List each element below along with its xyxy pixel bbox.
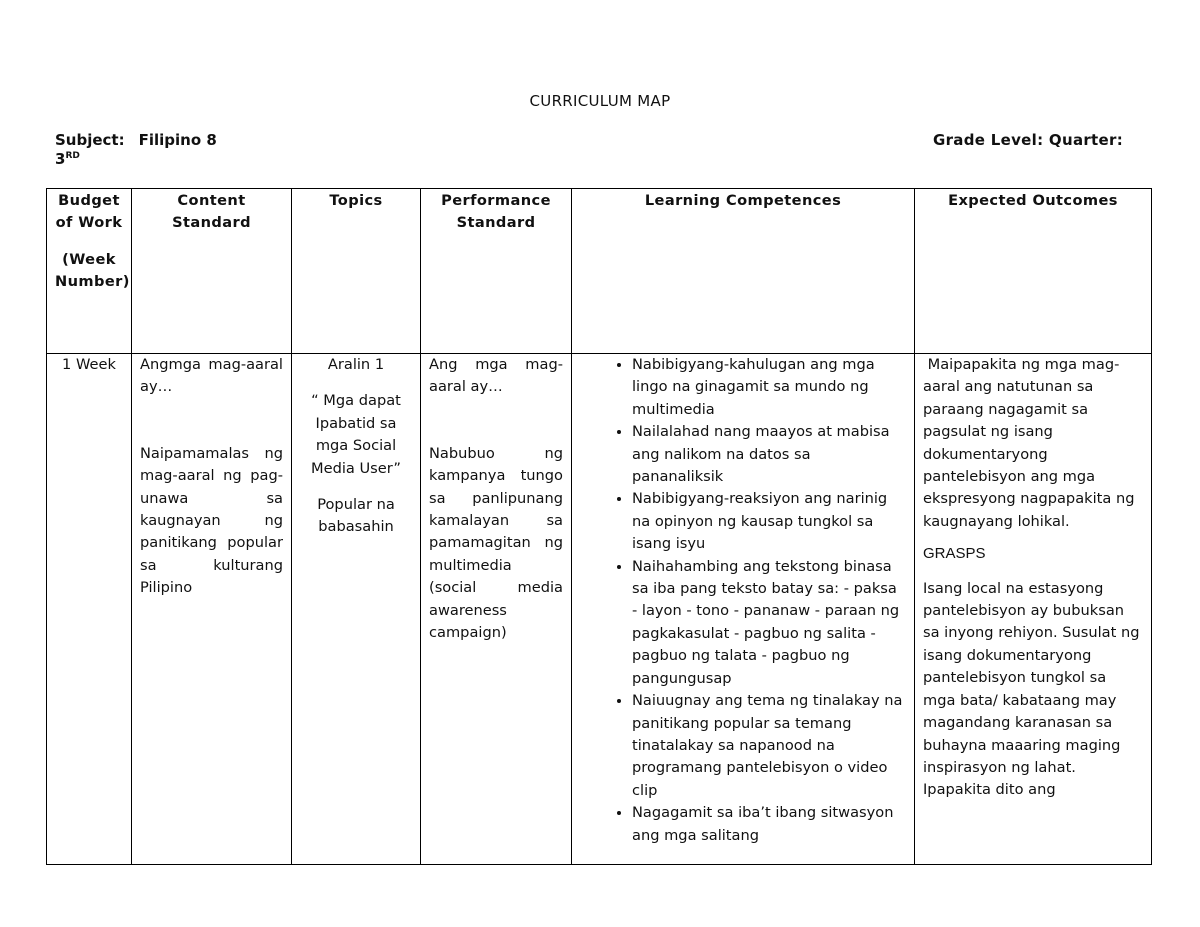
list-item: • Nabibigyang-kahulugan ang mga lingo na ginagamit sa mundo ng multimedia [632, 354, 906, 421]
subject-value: Filipino 8 [138, 131, 217, 149]
list-item: • Nailalahad nang maayos at mabisa ang nalikom na datos sa pananaliksik [632, 421, 906, 488]
week-cell: 1 Week [47, 354, 132, 865]
header-performance-standard: Performance Standard [421, 189, 572, 354]
quarter-value: 3 [55, 150, 66, 168]
topic-quote: “ Mga dapat Ipabatid sa mga Social Media User” [311, 392, 401, 477]
document-title: CURRICULUM MAP [529, 92, 671, 110]
list-item: • Nabibigyang-reaksiyon ang narinig na opinyon ng kausap tungkol sa isang isyu [632, 488, 906, 555]
subject-line [55, 131, 217, 169]
header-expected-outcomes: Expected Outcomes [915, 189, 1152, 354]
list-item: • Nagagamit sa iba’t ibang sitwasyon ang mga salitang [632, 802, 906, 847]
topic-title: Aralin 1 [327, 356, 385, 373]
topics-cell [292, 354, 421, 865]
header-content-standard: Content Standard [132, 189, 292, 354]
header-topics: Topics [292, 189, 421, 354]
table-row [47, 354, 1152, 865]
curriculum-map-table [46, 188, 1152, 865]
performance-intro: Ang mga mag-aaral ay… [429, 356, 563, 396]
header-row [47, 189, 1152, 354]
performance-standard-cell [421, 354, 572, 865]
content-standard-cell [132, 354, 292, 865]
outcome-body: Isang local na estasyong pantelebisyon ay bubuksan sa inyong rehiyon. Susulat ng isang dokumentaryong pantelebisyon tungkol sa mga bata/ kabataang may magandang karanasan sa buhayna maaaring maging inspirasyon ng lahat. Ipapakita dito ang [923, 579, 1140, 799]
learning-competences-cell [572, 354, 915, 865]
grade-level-label: Grade Level: Quarter: [933, 131, 1123, 149]
competences-list [572, 354, 906, 847]
header-learning-competences: Learning Competences [572, 189, 915, 354]
content-intro: Angmga mag-aaral ay… [140, 356, 283, 396]
header-budget-of-work [47, 189, 132, 354]
subject-label: Subject: [55, 131, 125, 149]
outcome-grasps-label: GRASPS [923, 545, 986, 563]
header-budget-line2: (Week Number) [55, 250, 130, 291]
list-item: • Naiuugnay ang tema ng tinalakay na panitikang popular sa temang tinatalakay sa napanood na programang pantelebisyon o video clip [632, 690, 906, 802]
header-budget-line1: Budget of Work [55, 192, 123, 232]
topic-subtitle: Popular na babasahin [317, 496, 395, 536]
quarter-suffix: RD [65, 151, 80, 161]
content-body: Naipamamalas ng mag-aaral ng pag-unawa sa kaugnayan ng panitikang popular sa kulturang Pilipino [140, 444, 283, 597]
performance-body: Nabubuo ng kampanya tungo sa panlipunang kamalayan sa pamamagitan ng multimedia (social media awareness campaign) [429, 444, 563, 642]
list-item: • Naihahambing ang tekstong binasa sa iba pang teksto batay sa: - paksa - layon - tono - pananaw - paraan ng pagkakasulat - pagbuo ng salita - pagbuo ng talata - pagbuo ng pangungusap [632, 556, 906, 690]
outcome-intro: Maipapakita ng mga mag-aaral ang natutunan sa paraang nagagamit sa pagsulat ng isang dokumentaryong pantelebisyon ang mga ekspresyong nagpapakita ng kaugnayang lohikal. [923, 356, 1140, 530]
expected-outcomes-cell [915, 354, 1152, 865]
